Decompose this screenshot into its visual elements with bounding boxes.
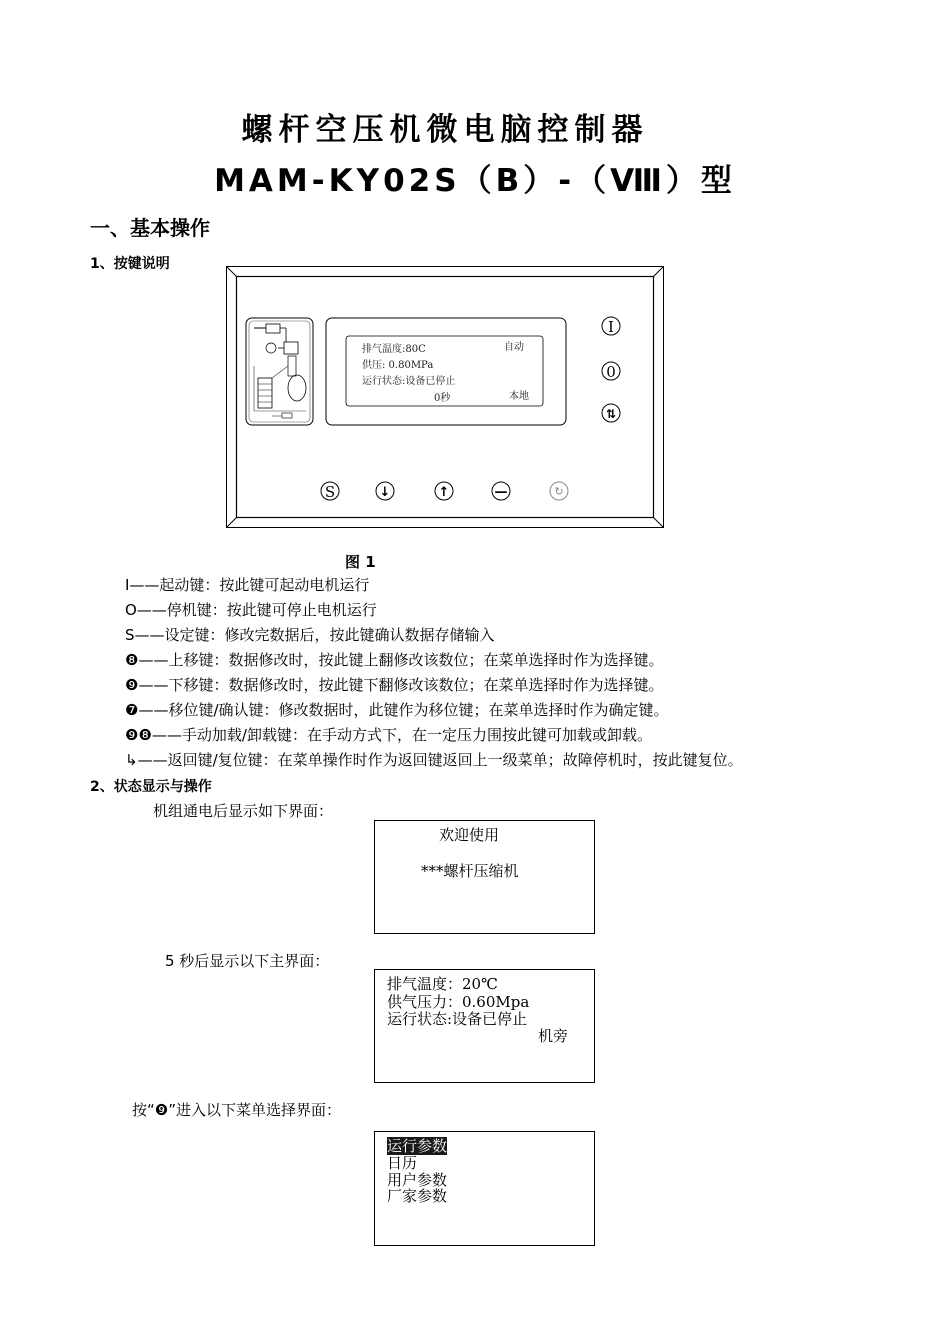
set-button-label: S: [324, 483, 336, 501]
doc-title-line2: MAM-KY02S（B）-（Ⅷ）型: [214, 163, 736, 199]
return-reset-button[interactable]: [550, 482, 568, 500]
menu-item-calendar[interactable]: 日历: [387, 1154, 418, 1172]
welcome-machine-name: ***螺杆压缩机: [421, 862, 519, 880]
lcd-run-status: 运行状态:设备已停止: [362, 376, 456, 387]
power-on-text: 机组通电后显示如下界面：: [153, 802, 334, 820]
key-desc-shift: ❼——移位键/确认键：修改数据时，此键作为移位键；在菜单选择时作为确定键。: [125, 701, 669, 719]
press-down-text: 按“❾”进入以下菜单选择界面：: [132, 1101, 341, 1119]
lcd-location: 本地: [509, 391, 529, 402]
key-desc-stop: O——停机键：按此键可停止电机运行: [125, 601, 377, 619]
after-5s-text: 5 秒后显示以下主界面：: [165, 952, 330, 970]
reset-icon: ↻: [554, 485, 564, 498]
doc-title-line1: 螺杆空压机微电脑控制器: [241, 112, 649, 148]
load-unload-button-label: ⇅: [605, 407, 617, 421]
menu-item-factory-params[interactable]: 厂家参数: [387, 1187, 448, 1205]
menu-item-user-params[interactable]: 用户参数: [387, 1171, 448, 1189]
lcd-mode: 自动: [504, 342, 524, 353]
key-desc-up: ❽——上移键：数据修改时，按此键上翻修改该数位；在菜单选择时作为选择键。: [125, 651, 664, 669]
section-heading-basic-operation: 一、基本操作: [90, 216, 210, 240]
shift-icon: —: [494, 485, 508, 500]
up-button[interactable]: [435, 482, 453, 500]
main-local-mode: 机旁: [538, 1027, 569, 1045]
compressor-schematic: [246, 318, 313, 425]
figure-caption: 图 1: [345, 553, 376, 571]
down-button[interactable]: [376, 482, 394, 500]
menu-screen: [374, 1131, 595, 1246]
key-desc-load: ❾❽——手动加载/卸载键：在手动方式下，在一定压力围按此键可加载或卸载。: [125, 726, 652, 744]
subheading-status-display: 2、状态显示与操作: [90, 779, 212, 795]
lcd-exhaust-temp: 排气温度:80C: [362, 344, 426, 355]
up-arrow-icon: ↑: [438, 485, 450, 500]
main-run-status: 运行状态:设备已停止: [387, 1010, 528, 1028]
down-arrow-icon: ↓: [379, 485, 391, 500]
lcd-supply-pressure: 供压: 0.80MPa: [362, 360, 434, 371]
start-button-label: I: [608, 318, 614, 336]
controller-panel-figure: [226, 266, 664, 528]
main-screen: [374, 969, 595, 1083]
key-desc-start: I——起动键：按此键可起动电机运行: [125, 576, 370, 594]
load-unload-button[interactable]: [602, 404, 620, 422]
stop-button-label: 0: [606, 363, 616, 381]
menu-item-run-params[interactable]: 运行参数: [387, 1137, 448, 1155]
key-desc-set: S——设定键：修改完数据后，按此键确认数据存储输入: [125, 626, 495, 644]
welcome-screen: [374, 820, 595, 934]
shift-confirm-button[interactable]: [492, 482, 510, 500]
key-desc-return: ↳——返回键/复位键：在菜单操作时作为返回键返回上一级菜单；故障停机时，按此键复位。: [125, 751, 743, 769]
welcome-title: 欢迎使用: [439, 826, 500, 844]
main-exhaust-temp: 排气温度：20℃: [387, 975, 498, 993]
subheading-key-description: 1、按键说明: [90, 256, 170, 272]
main-supply-pressure: 供气压力：0.60Mpa: [387, 993, 530, 1011]
key-desc-down: ❾——下移键：数据修改时，按此键下翻修改该数位；在菜单选择时作为选择键。: [125, 676, 664, 694]
lcd-timer: 0秒: [434, 393, 451, 404]
